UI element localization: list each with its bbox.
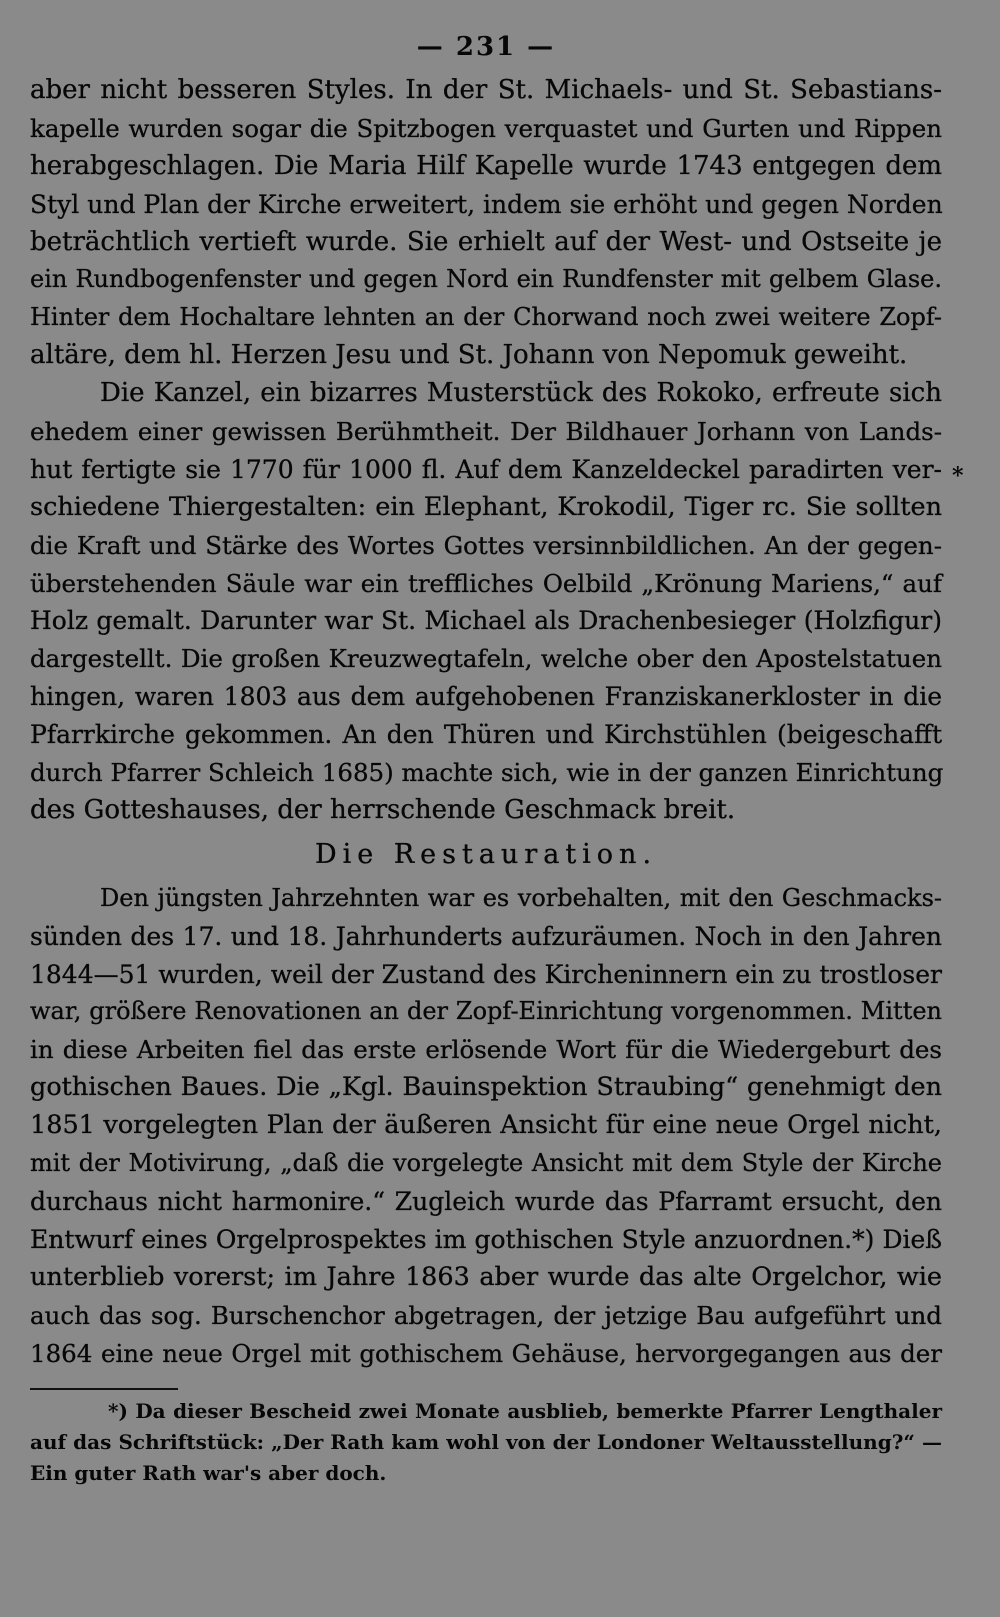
text-line: schiedene Thiergestalten: ein Elephant, Krokodil, Tiger rc. Sie sollten <box>30 491 942 522</box>
footnote-line: auf das Schriftstück: „Der Rath kam wohl von der Londoner Weltausstellung?“ — <box>30 1430 942 1455</box>
text-line: durch Pfarrer Schleich 1685) machte sich, wie in der ganzen Einrichtung <box>30 758 944 788</box>
footnote-line: Ein guter Rath war's aber doch. <box>30 1461 387 1486</box>
text-line: ein Rundbogenfenster und gegen Nord ein Rundfenster mit gelbem Glase. <box>30 265 942 294</box>
text-line: sünden des 17. und 18. Jahrhunderts aufzuräumen. Noch in den Jahren <box>30 921 942 951</box>
text-line: in diese Arbeiten fiel das erste erlösende Wort für die Wiedergeburt des <box>30 1035 942 1065</box>
section-heading: Die Restauration. <box>314 838 658 870</box>
footnote-divider <box>30 1388 178 1390</box>
text-line: Entwurf eines Orgelprospektes im gothischen Style anzuordnen.*) Dieß <box>30 1224 942 1254</box>
footnote-line: *) Da dieser Bescheid zwei Monate ausblieb, bemerkte Pfarrer Lengthaler <box>108 1399 942 1424</box>
page-number-header: — 231 — <box>416 32 556 62</box>
text-line: kapelle wurden sogar die Spitzbogen verquastet und Gurten und Rippen <box>30 113 942 143</box>
text-line: beträchtlich vertieft wurde. Sie erhielt auf der West- und Ostseite je <box>30 226 942 257</box>
text-line: durchaus nicht harmonire.“ Zugleich wurde das Pfarramt ersucht, den <box>30 1186 942 1216</box>
text-line: 1864 eine neue Orgel mit gothischem Gehäuse, hervorgegangen aus der <box>30 1338 942 1368</box>
text-line: war, größere Renovationen an der Zopf-Einrichtung vorgenommen. Mitten <box>30 997 942 1026</box>
text-line: hingen, waren 1803 aus dem aufgehobenen Franziskanerkloster in die <box>30 682 942 712</box>
text-line: gothischen Baues. Die „Kgl. Bauinspektion Straubing“ genehmigt den <box>30 1072 942 1103</box>
footnote-block <box>30 1396 942 1489</box>
text-line: 1851 vorgelegten Plan der äußeren Ansicht für eine neue Orgel nicht, <box>30 1110 942 1141</box>
text-line: altäre, dem hl. Herzen Jesu und St. Johann von Nepomuk geweiht. <box>30 340 908 371</box>
text-line: des Gotteshauses, der herrschende Geschmack breit. <box>30 794 736 825</box>
text-line: herabgeschlagen. Die Maria Hilf Kapelle wurde 1743 entgegen dem <box>30 150 942 181</box>
text-block-1 <box>30 72 942 830</box>
text-block-2 <box>30 880 942 1373</box>
text-line: ehedem einer gewissen Berühmtheit. Der Bildhauer Jorhann von Lands- <box>30 417 942 447</box>
text-line: Holz gemalt. Darunter war St. Michael als Drachenbesieger (Holzfigur) <box>30 606 942 636</box>
text-line: Pfarrkirche gekommen. An den Thüren und Kirchstühlen (beigeschafft <box>30 720 942 750</box>
text-line: mit der Motivirung, „daß die vorgelegte Ansicht mit dem Style der Kirche <box>30 1149 942 1178</box>
text-line: auch das sog. Burschenchor abgetragen, der jetzige Bau aufgeführt und <box>30 1300 942 1330</box>
text-line: die Kraft und Stärke des Wortes Gottes versinnbildlichen. An der gegen- <box>30 530 942 560</box>
text-line: Den jüngsten Jahrzehnten war es vorbehalten, mit den Geschmacks- <box>100 883 942 912</box>
text-line: aber nicht besseren Styles. In der St. Michaels- und St. Sebastians- <box>30 75 942 105</box>
text-line: Styl und Plan der Kirche erweitert, indem sie erhöht und gegen Norden <box>30 189 943 219</box>
text-line: überstehenden Säule war ein treffliches Oelbild „Krönung Mariens,“ auf <box>30 568 942 598</box>
text-line: dargestellt. Die großen Kreuzwegtafeln, welche ober den Apostelstatuen <box>30 644 942 674</box>
text-line: 1844—51 wurden, weil der Zustand des Kircheninnern ein zu trostloser <box>30 959 942 989</box>
text-line: hut fertigte sie 1770 für 1000 fl. Auf dem Kanzeldeckel paradirten ver- <box>30 454 942 484</box>
text-line: Die Kanzel, ein bizarres Musterstück des Rokoko, erfreute sich <box>100 378 942 409</box>
text-line: unterblieb vorerst; im Jahre 1863 aber wurde das alte Orgelchor, wie <box>30 1261 942 1292</box>
text-line: Hinter dem Hochaltare lehnten an der Chorwand noch zwei weitere Zopf- <box>30 303 942 332</box>
margin-asterisk: * <box>952 463 964 489</box>
